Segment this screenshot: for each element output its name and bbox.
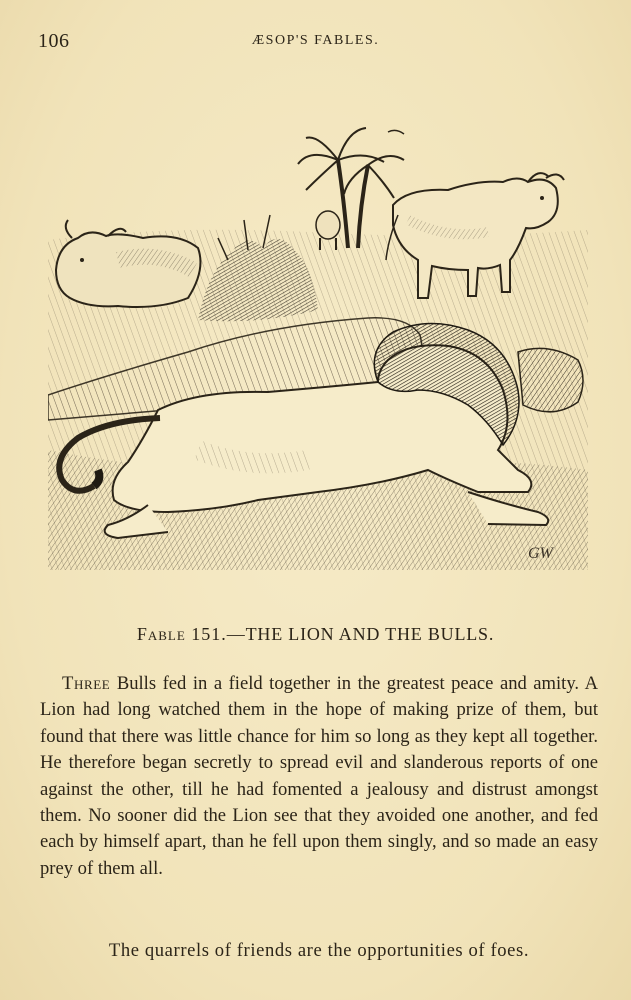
palm-tree-icon [298, 128, 404, 248]
fable-body: Bulls fed in a field together in the greatest peace and amity. A Lion had long watched them in the hope of making prize of them, but found that there was little chance for him so long as they kept all together. He therefore began secretly to spread evil and slanderous reports of one against the other, till he had fomented a jealousy and distrust amongst them. No sooner did the Lion see that they avoided one another, and fed each by himself apart, than he fell upon them singly, and so made an easy prey of them all. [40, 673, 598, 879]
running-head [38, 30, 593, 54]
fable-number: Fable 151. [136, 624, 227, 644]
fable-text [40, 671, 598, 882]
engraving-lion-and-bulls-icon [48, 120, 588, 570]
fable-paragraph [40, 671, 598, 882]
fable-title: THE LION AND THE BULLS. [245, 624, 495, 644]
caption-dash: — [226, 624, 246, 644]
lead-word: Three [62, 673, 111, 694]
fable-moral: The quarrels of friends are the opportunities of foes. [108, 940, 530, 961]
running-title: ÆSOP'S FABLES. [251, 33, 380, 48]
engraver-signature: GW [528, 545, 553, 562]
fable-caption [40, 624, 591, 645]
page-number: 106 [38, 30, 70, 52]
